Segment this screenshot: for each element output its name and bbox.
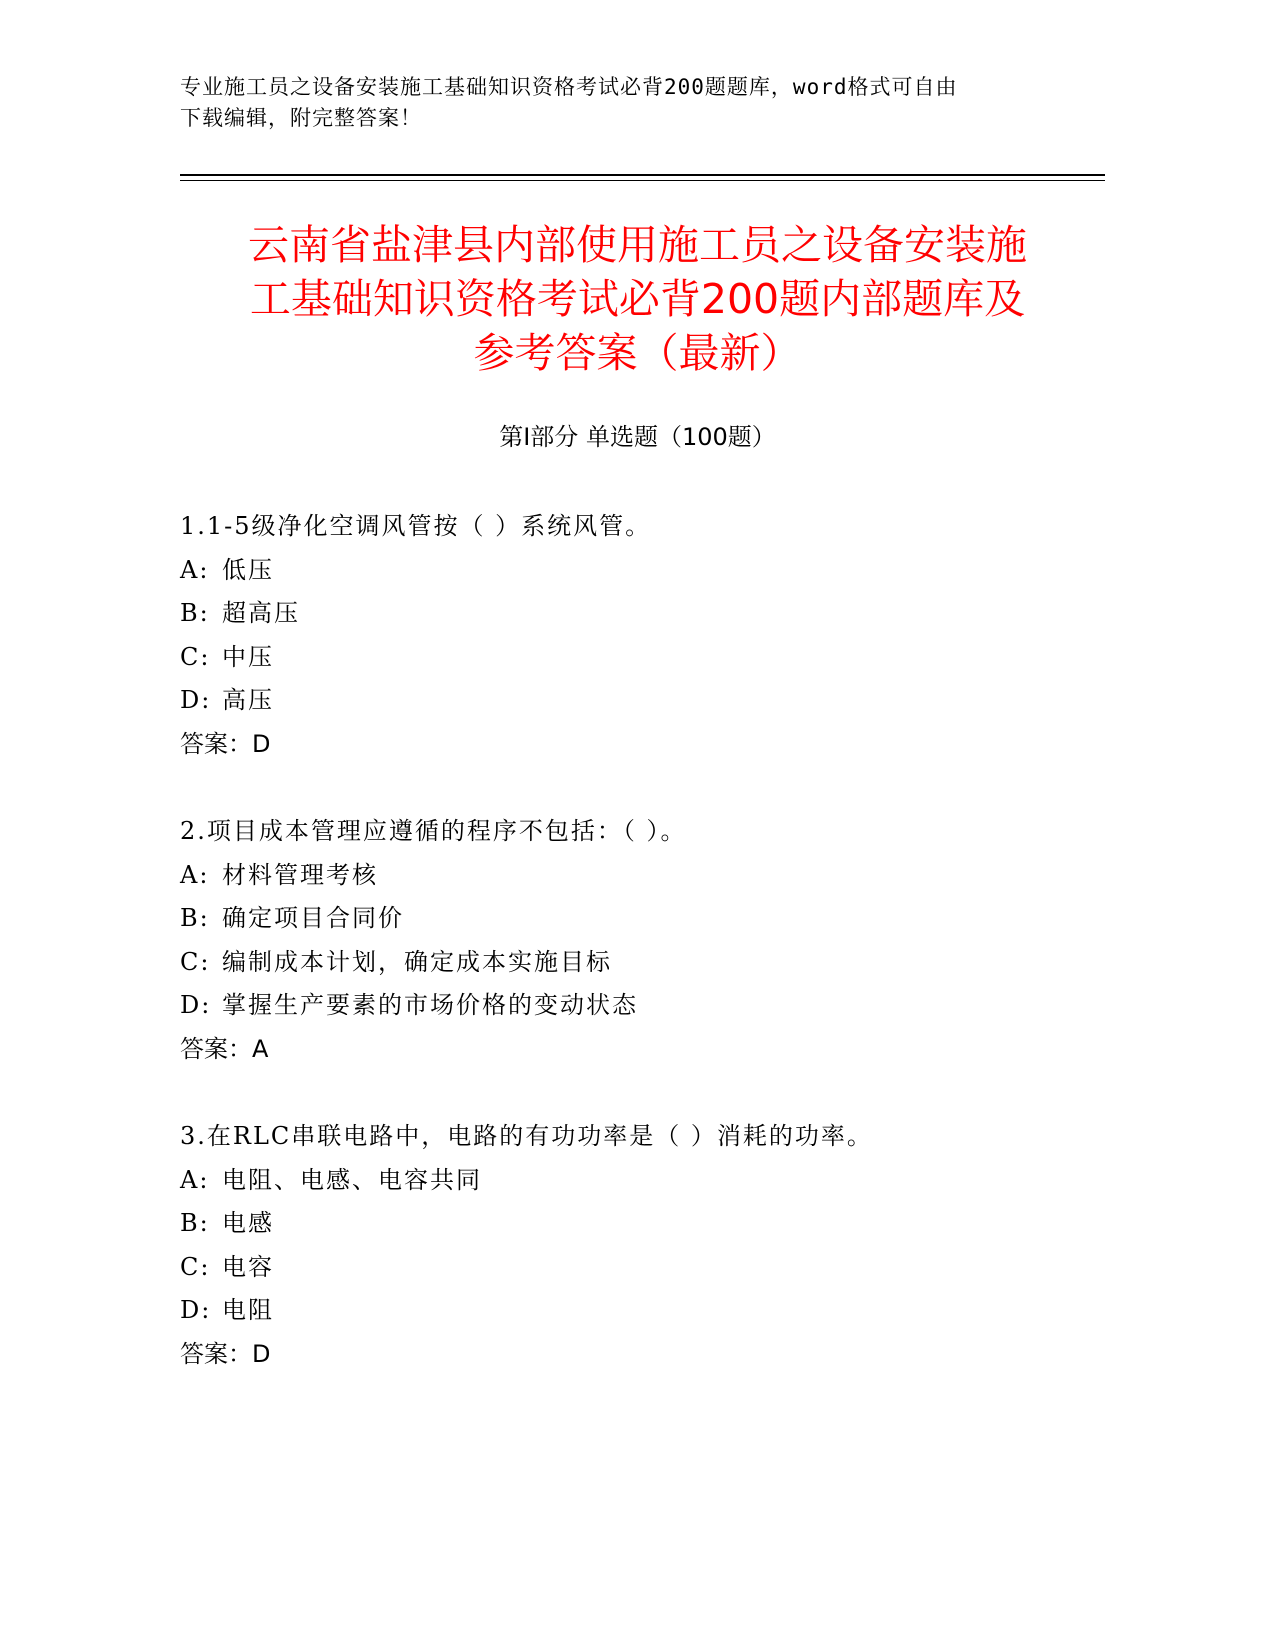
- option-label: A:: [180, 860, 210, 889]
- question-item: [180, 810, 1080, 1071]
- answer-line: 答案：A: [180, 1034, 269, 1063]
- option-b: [180, 592, 1080, 636]
- header-divider-thin: [180, 180, 1105, 181]
- question-stem: 3.在RLC串联电路中，电路的有功功率是（ ）消耗的功率。: [180, 1122, 873, 1150]
- option-b: [180, 1202, 1080, 1246]
- section-heading: 第Ⅰ部分 单选题（100题）: [499, 423, 776, 451]
- option-d: [180, 679, 1080, 723]
- option-text: 高压: [222, 686, 274, 714]
- option-text: 电阻: [222, 1296, 274, 1324]
- question-stem: 1.1-5级净化空调风管按（ ）系统风管。: [180, 512, 652, 540]
- option-text: 电阻、电感、电容共同: [222, 1165, 482, 1194]
- answer-line: 答案：D: [180, 729, 271, 758]
- question-item: [180, 505, 1080, 766]
- option-label: D:: [180, 686, 212, 714]
- header-note-line: 专业施工员之设备安装施工基础知识资格考试必背200题题库，word格式可自由: [180, 75, 958, 99]
- question-stem: 2.项目成本管理应遵循的程序不包括：（ ）。: [180, 817, 687, 845]
- option-c: [180, 941, 1080, 985]
- option-d: [180, 1289, 1080, 1333]
- header-note-line: 下载编辑，附完整答案！: [180, 106, 422, 130]
- option-label: C:: [180, 1252, 211, 1281]
- option-label: C:: [180, 947, 211, 976]
- question-item: [180, 1115, 1080, 1376]
- option-label: D:: [180, 1296, 212, 1324]
- option-label: B:: [180, 904, 210, 932]
- option-a: [180, 1159, 1080, 1203]
- option-c: [180, 636, 1080, 680]
- answer-line: 答案：D: [180, 1339, 271, 1368]
- option-a: [180, 549, 1080, 593]
- option-text: 中压: [222, 642, 274, 671]
- option-b: [180, 897, 1080, 941]
- option-text: 掌握生产要素的市场价格的变动状态: [222, 991, 638, 1019]
- document-title-line: 云南省盐津县内部使用施工员之设备安装施: [248, 221, 1027, 269]
- option-label: A:: [180, 1165, 210, 1194]
- option-d: [180, 984, 1080, 1028]
- option-text: 超高压: [222, 599, 300, 627]
- option-label: D:: [180, 991, 212, 1019]
- document-title-line: 参考答案（最新）: [473, 329, 802, 377]
- option-label: B:: [180, 1209, 210, 1237]
- header-note: [180, 72, 1060, 134]
- document-title-line: 工基础知识资格考试必背200题内部题库及: [249, 275, 1026, 323]
- header-divider-thick: [180, 174, 1105, 176]
- option-text: 材料管理考核: [222, 860, 378, 889]
- option-label: B:: [180, 599, 210, 627]
- option-text: 确定项目合同价: [222, 904, 404, 932]
- option-label: C:: [180, 642, 211, 671]
- question-list: [180, 505, 1080, 1420]
- option-text: 编制成本计划，确定成本实施目标: [222, 947, 612, 976]
- option-c: [180, 1246, 1080, 1290]
- option-text: 电容: [222, 1252, 274, 1281]
- option-text: 电感: [222, 1209, 274, 1237]
- option-text: 低压: [222, 555, 274, 584]
- document-title: [150, 218, 1125, 380]
- option-a: [180, 854, 1080, 898]
- option-label: A:: [180, 555, 210, 584]
